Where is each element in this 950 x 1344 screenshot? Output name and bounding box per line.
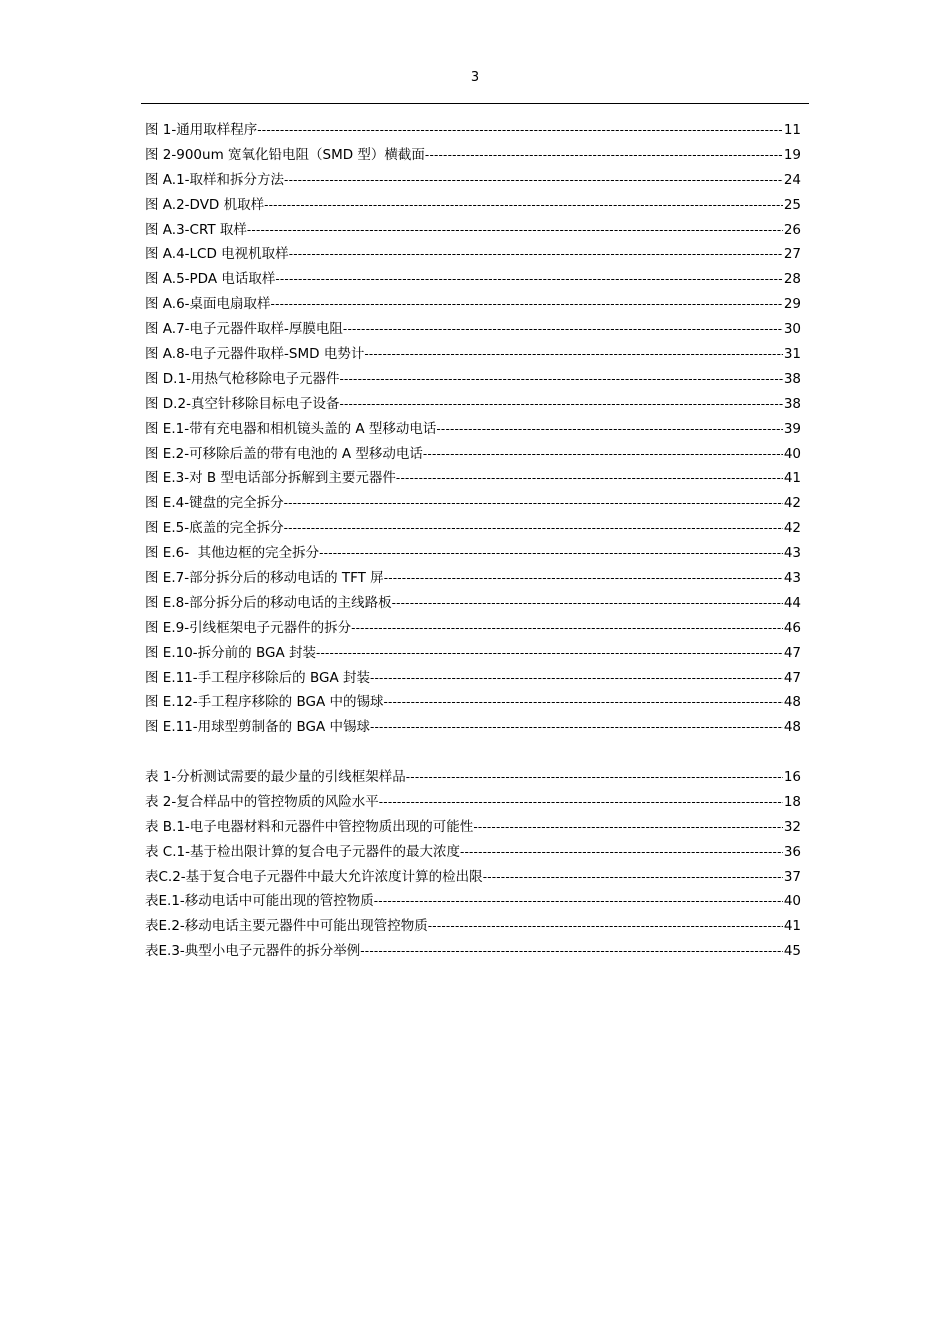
dot-leader [284,516,783,541]
entry-page-number: 40 [783,893,801,910]
entry-title: 表E.3-典型小电子元器件的拆分举例 [145,943,361,960]
entry-title: 图 E.11-用球型剪制备的 BGA 中锡球 [145,719,370,736]
entry-title: 图 A.7-电子元器件取样-厚膜电阻 [145,321,343,338]
table-entry[interactable] [145,914,801,939]
entry-page-number: 18 [783,793,801,810]
entry-page-number: 41 [783,918,801,935]
entry-page-number: 42 [783,495,801,512]
entry-page-number: 38 [783,395,801,412]
entry-title: 表 C.1-基于检出限计算的复合电子元器件的最大浓度 [145,843,460,860]
list-of-figures [145,118,801,740]
entry-title: 图 E.3-对 B 型电话部分拆解到主要元器件 [145,470,396,487]
dot-leader [460,840,783,865]
dot-leader [383,690,782,715]
dot-leader [406,765,783,790]
dot-leader [257,118,783,143]
entry-page-number: 42 [783,520,801,537]
entry-page-number: 41 [783,470,801,487]
entry-page-number: 29 [783,296,801,313]
dot-leader [483,865,783,890]
dot-leader [264,193,783,218]
dot-leader [271,292,783,317]
figure-entry[interactable] [145,641,801,666]
entry-title: 图 A.2-DVD 机取样 [145,196,265,213]
dot-leader [379,790,783,815]
dot-leader [339,367,782,392]
dot-leader [360,939,783,964]
figure-entry[interactable] [145,292,801,317]
entry-page-number: 47 [783,644,801,661]
dot-leader [339,392,782,417]
figure-entry[interactable] [145,392,801,417]
dot-leader [374,889,783,914]
entry-title: 图 E.7-部分拆分后的移动电话的 TFT 屏 [145,570,384,587]
dot-leader [247,218,783,243]
dot-leader [370,715,783,740]
entry-title: 图 E.11-手工程序移除后的 BGA 封装 [145,669,370,686]
dot-leader [284,491,783,516]
entry-page-number: 40 [783,445,801,462]
entry-title: 表 B.1-电子电器材料和元器件中管控物质出现的可能性 [145,818,474,835]
figure-entry[interactable] [145,666,801,691]
dot-leader [436,417,782,442]
entry-page-number: 48 [783,719,801,736]
entry-title: 表C.2-基于复合电子元器件中最大允许浓度计算的检出限 [145,868,483,885]
entry-title: 图 A.1-取样和拆分方法 [145,171,285,188]
entry-page-number: 30 [783,321,801,338]
entry-title: 图 E.8-部分拆分后的移动电话的主线路板 [145,594,392,611]
entry-page-number: 11 [783,122,801,138]
figure-entry[interactable] [145,317,801,342]
dot-leader [319,541,783,566]
dot-leader [425,143,783,168]
entry-page-number: 28 [783,271,801,288]
table-entry[interactable] [145,889,801,914]
entry-page-number: 16 [783,769,801,785]
entry-title: 图 A.8-电子元器件取样-SMD 电势计 [145,346,365,363]
dot-leader [396,466,783,491]
entry-page-number: 19 [783,146,801,163]
figure-entry[interactable] [145,466,801,491]
entry-page-number: 26 [783,221,801,238]
table-entry[interactable] [145,865,801,890]
dot-leader [343,317,783,342]
entry-page-number: 44 [783,594,801,611]
entry-page-number: 43 [783,570,801,587]
entry-page-number: 46 [783,619,801,636]
entry-page-number: 45 [783,943,801,960]
entry-page-number: 25 [783,196,801,213]
dot-leader [473,815,783,840]
entry-title: 图 E.10-拆分前的 BGA 封装 [145,644,316,661]
list-of-tables [145,765,801,964]
figure-entry[interactable] [145,143,801,168]
figure-entry[interactable] [145,616,801,641]
figure-entry[interactable] [145,267,801,292]
table-entry[interactable] [145,840,801,865]
entry-title: 图 E.1-带有充电器和相机镜头盖的 A 型移动电话 [145,420,437,437]
figure-entry[interactable] [145,417,801,442]
entry-page-number: 36 [783,843,801,860]
entry-page-number: 32 [783,818,801,835]
dot-leader [392,591,783,616]
entry-page-number: 39 [783,420,801,437]
dot-leader [370,666,783,691]
entry-title: 图 A.5-PDA 电话取样 [145,271,276,288]
entry-page-number: 43 [783,545,801,562]
dot-leader [384,566,783,591]
table-entry[interactable] [145,765,801,790]
figure-entry[interactable] [145,118,801,143]
entry-page-number: 27 [783,246,801,263]
entry-title: 图 A.6-桌面电扇取样 [145,296,271,313]
figure-entry[interactable] [145,242,801,267]
figure-entry[interactable] [145,566,801,591]
figure-entry[interactable] [145,218,801,243]
table-entry[interactable] [145,790,801,815]
entry-page-number: 38 [783,370,801,387]
entry-title: 表 2-复合样品中的管控物质的风险水平 [145,793,379,810]
entry-page-number: 24 [783,171,801,188]
dot-leader [428,914,783,939]
dot-leader [351,616,783,641]
entry-title: 图 E.2-可移除后盖的带有电池的 A 型移动电话 [145,445,423,462]
table-entry[interactable] [145,815,801,840]
table-entry[interactable] [145,939,801,964]
entry-title: 图 A.4-LCD 电视机取样 [145,246,289,263]
figure-entry[interactable] [145,591,801,616]
entry-title: 图 E.5-底盖的完全拆分 [145,520,284,537]
dot-leader [316,641,783,666]
dot-leader [289,242,783,267]
figure-entry[interactable] [145,715,801,740]
figure-entry[interactable] [145,168,801,193]
entry-title: 图 E.4-键盘的完全拆分 [145,495,284,512]
entry-title: 图 1-通用取样程序 [145,122,258,138]
figure-entry[interactable] [145,516,801,541]
entry-title: 图 D.1-用热气枪移除电子元器件 [145,370,340,387]
entry-title: 图 2-900um 宽氧化铅电阻（SMD 型）横截面 [145,146,425,163]
header-rule [141,103,809,104]
figure-entry[interactable] [145,342,801,367]
entry-title: 表 1-分析测试需要的最少量的引线框架样品 [145,769,406,785]
entry-page-number: 48 [783,694,801,711]
entry-page-number: 31 [783,346,801,363]
dot-leader [284,168,783,193]
figure-entry[interactable] [145,491,801,516]
entry-page-number: 37 [783,868,801,885]
entry-title: 图 D.2-真空针移除目标电子设备 [145,395,340,412]
entry-title: 图 A.3-CRT 取样 [145,221,247,238]
entry-title: 图 E.6- 其他边框的完全拆分 [145,545,320,562]
entry-title: 表E.1-移动电话中可能出现的管控物质 [145,893,374,910]
figure-entry[interactable] [145,690,801,715]
entry-title: 图 E.9-引线框架电子元器件的拆分 [145,619,352,636]
dot-leader [423,442,783,467]
entry-title: 图 E.12-手工程序移除的 BGA 中的锡球 [145,694,384,711]
entry-title: 表E.2-移动电话主要元器件中可能出现管控物质 [145,918,428,935]
figure-entry[interactable] [145,442,801,467]
entry-page-number: 47 [783,669,801,686]
figure-entry[interactable] [145,541,801,566]
page-number: 3 [470,70,480,85]
figure-entry[interactable] [145,193,801,218]
dot-leader [275,267,782,292]
dot-leader [364,342,782,367]
figure-entry[interactable] [145,367,801,392]
